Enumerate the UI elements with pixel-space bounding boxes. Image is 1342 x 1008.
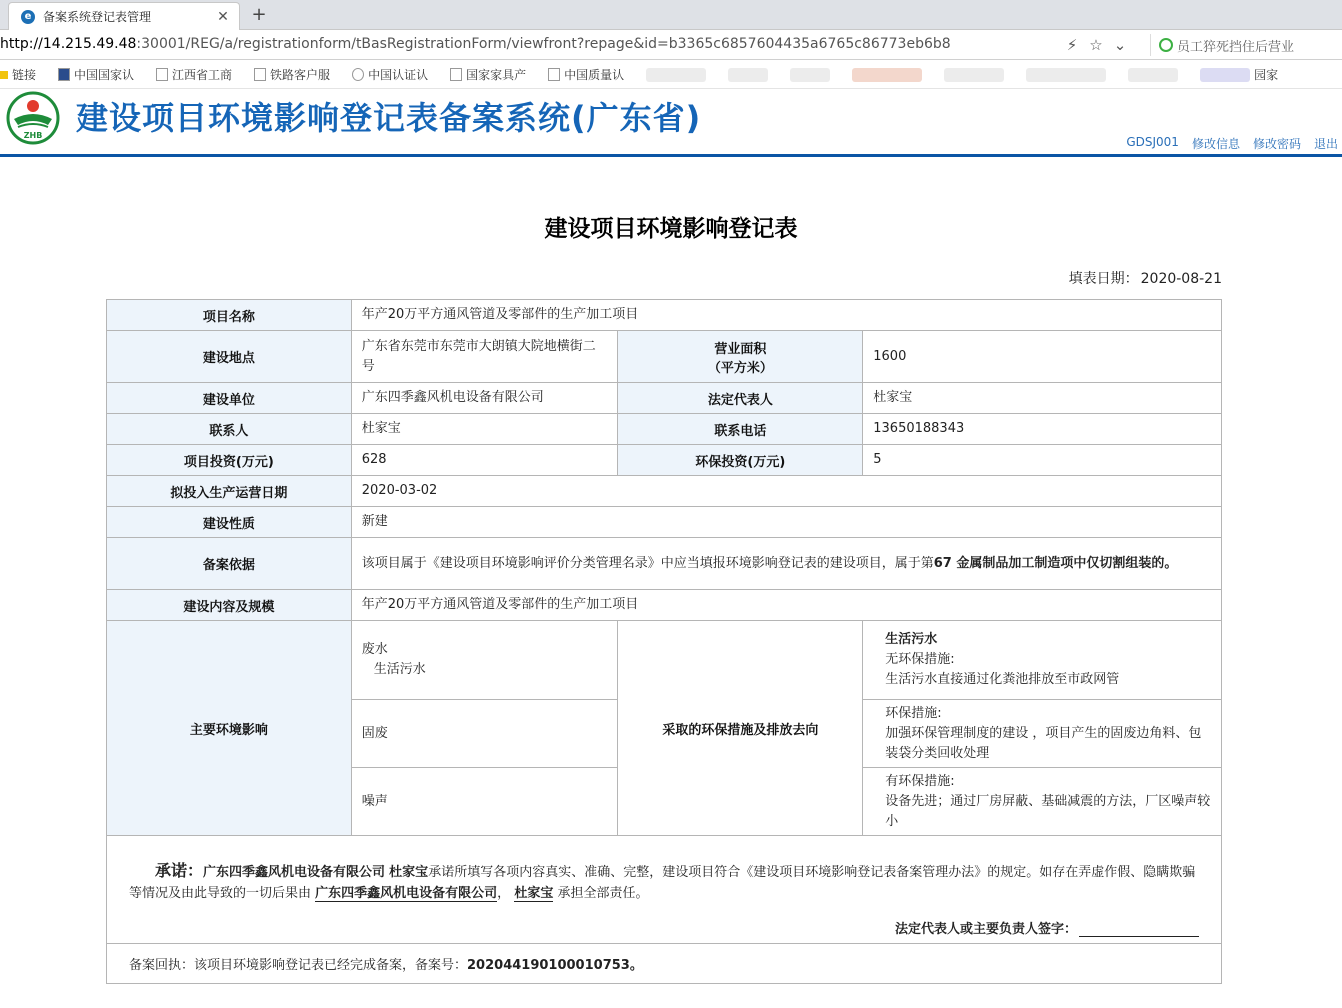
operation-date-label: 拟投入生产运营日期 bbox=[107, 476, 352, 507]
env-investment-value: 5 bbox=[863, 445, 1222, 476]
bookmark-label[interactable]: 园家 bbox=[1254, 68, 1279, 82]
table-row bbox=[107, 383, 1222, 414]
url-host: http://14.215.49.48 bbox=[0, 36, 137, 52]
bookmark-item[interactable] bbox=[156, 66, 232, 83]
edit-info-link[interactable]: 修改信息 bbox=[1191, 137, 1240, 151]
commitment-cell bbox=[107, 836, 1222, 944]
operation-date-value: 2020-03-02 bbox=[351, 476, 1221, 507]
lightning-icon[interactable]: ⚡ bbox=[1066, 36, 1078, 54]
change-password-link[interactable]: 修改密码 bbox=[1252, 137, 1301, 151]
commitment-text bbox=[129, 860, 1199, 904]
commitment-person: 杜家宝 bbox=[389, 865, 429, 880]
table-row bbox=[107, 590, 1222, 621]
table-row bbox=[107, 621, 1222, 700]
content-value: 年产20万平方通风管道及零部件的生产加工项目 bbox=[351, 590, 1221, 621]
measure-detail: 生活污水直接通过化粪池排放至市政网管 bbox=[885, 672, 1120, 687]
search-engine-icon bbox=[1159, 38, 1173, 52]
location-value: 广东省东莞市东莞市大朗镇大院地横街二号 bbox=[351, 331, 618, 383]
legal-rep-label: 法定代表人 bbox=[618, 383, 863, 414]
commitment-lead: 承诺： bbox=[155, 861, 204, 880]
bookmark-label: 铁路客户服 bbox=[270, 68, 331, 82]
bookmark-label: 中国认证认 bbox=[368, 68, 429, 82]
new-tab-icon[interactable]: + bbox=[251, 4, 267, 25]
commitment-person-underlined: 杜家宝 bbox=[514, 886, 554, 901]
table-row bbox=[107, 507, 1222, 538]
basis-label: 备案依据 bbox=[107, 538, 352, 590]
legal-rep-value: 杜家宝 bbox=[863, 383, 1222, 414]
blurred-bookmark bbox=[728, 68, 768, 82]
measure-type: 环保措施: bbox=[885, 705, 942, 721]
contact-value: 杜家宝 bbox=[351, 414, 618, 445]
fill-date-label: 填表日期： bbox=[1068, 271, 1139, 287]
wastewater-sub: 生活污水 bbox=[373, 662, 426, 677]
measure-type: 无环保措施: bbox=[885, 652, 955, 667]
bookmark-label: 链接 bbox=[12, 68, 37, 82]
project-name-value: 年产20万平方通风管道及零部件的生产加工项目 bbox=[351, 300, 1221, 331]
page-icon bbox=[450, 68, 462, 81]
blurred-bookmark bbox=[944, 68, 1004, 82]
close-icon[interactable]: ✕ bbox=[217, 8, 229, 25]
signature-label: 法定代表人或主要负责人签字： bbox=[894, 922, 1077, 937]
impact-noise: 噪声 bbox=[351, 768, 618, 836]
fill-date bbox=[1067, 268, 1222, 288]
basis-text: 该项目属于《建设项目环境影响评价分类管理名录》中应当填报环境影响登记表的建设项目，属于第 bbox=[361, 555, 934, 571]
bookmark-item[interactable] bbox=[450, 66, 526, 83]
measure-solid-waste bbox=[863, 700, 1222, 768]
impact-wastewater bbox=[351, 621, 618, 700]
project-name-label: 项目名称 bbox=[107, 300, 352, 331]
blurred-bookmark bbox=[790, 68, 830, 82]
bookmark-item[interactable] bbox=[58, 66, 134, 83]
location-label: 建设地点 bbox=[107, 331, 352, 383]
bookmarks-bar bbox=[0, 61, 1342, 89]
registration-table bbox=[106, 299, 1222, 984]
form-title: 建设项目环境影响登记表 bbox=[544, 216, 798, 242]
bookmark-item[interactable] bbox=[548, 66, 624, 83]
measure-type: 有环保措施: bbox=[885, 773, 955, 789]
table-row bbox=[107, 445, 1222, 476]
page-icon bbox=[156, 68, 168, 81]
bookmark-label: 中国国家认 bbox=[74, 68, 135, 82]
svg-text:ZHB: ZHB bbox=[23, 131, 43, 140]
chevron-down-icon[interactable]: ⌄ bbox=[1113, 36, 1127, 54]
search-box[interactable] bbox=[1150, 34, 1342, 56]
url-field[interactable] bbox=[0, 36, 951, 52]
commitment-company: 广东四季鑫风机电设备有限公司 bbox=[203, 865, 386, 880]
browser-tab[interactable] bbox=[8, 2, 240, 30]
user-id-link[interactable]: GDSJ001 bbox=[1126, 135, 1179, 149]
measure-wastewater bbox=[863, 621, 1222, 700]
bookmark-links[interactable] bbox=[0, 66, 36, 83]
signature-area bbox=[129, 918, 1199, 937]
zhb-logo bbox=[4, 91, 62, 145]
bookmark-label: 国家家具产 bbox=[466, 68, 527, 82]
measures-label: 采取的环保措施及排放去向 bbox=[618, 621, 863, 836]
site-title: 建设项目环境影响登记表备案系统(广东省) bbox=[76, 99, 702, 137]
impact-solid-waste: 固废 bbox=[351, 700, 618, 768]
commitment-body: 承诺所填写各项内容真实、准确、完整，建设项目符合《建设项目环境影响登记表备案管理办法》的规定。如存在弄虚作假、隐瞒欺骗等情况及由此导致的一切后果由 bbox=[129, 865, 1196, 901]
page-icon bbox=[548, 68, 560, 81]
area-label-line2: （平方米） bbox=[707, 360, 773, 376]
blurred-bookmark bbox=[1200, 68, 1250, 82]
table-row bbox=[107, 331, 1222, 383]
wastewater-label: 废水 bbox=[361, 642, 388, 657]
commitment-company-underlined: 广东四季鑫风机电设备有限公司 bbox=[315, 886, 498, 901]
measure-detail: 加强环保管理制度的建设 ，项目产生的固废边角料、包装袋分类回收处理 bbox=[885, 725, 1202, 761]
blurred-bookmark bbox=[1128, 68, 1178, 82]
signature-line bbox=[1079, 923, 1199, 937]
ie-icon: e bbox=[21, 10, 35, 24]
commitment-separator: ， bbox=[497, 886, 511, 901]
fill-date-value: 2020-08-21 bbox=[1140, 271, 1222, 287]
area-label-line1: 营业面积 bbox=[714, 341, 767, 357]
bookmark-item[interactable] bbox=[254, 66, 330, 83]
area-label bbox=[618, 331, 863, 383]
address-bar[interactable] bbox=[0, 30, 1342, 60]
bookmark-label: 江西省工商 bbox=[172, 68, 233, 82]
contact-label: 联系人 bbox=[107, 414, 352, 445]
unit-value: 广东四季鑫风机电设备有限公司 bbox=[351, 383, 618, 414]
investment-label: 项目投资(万元) bbox=[107, 445, 352, 476]
page-icon bbox=[254, 68, 266, 81]
phone-label: 联系电话 bbox=[618, 414, 863, 445]
basis-category: 67 金属制品加工制造项中仅切割组装的。 bbox=[933, 555, 1178, 571]
table-row bbox=[107, 476, 1222, 507]
url-path: :30001/REG/a/registrationform/tBasRegistrationForm/viewfront?repage&id=b3365c6857604435a6765c86773eb6b8 bbox=[136, 36, 951, 52]
measure-detail: 设备先进；通过厂房屏蔽、基础减震的方法，厂区噪声较小 bbox=[885, 793, 1211, 829]
impact-label: 主要环境影响 bbox=[107, 621, 352, 836]
nature-label: 建设性质 bbox=[107, 507, 352, 538]
area-value: 1600 bbox=[863, 331, 1222, 383]
site-header bbox=[0, 89, 1342, 157]
logout-link[interactable]: 退出 bbox=[1313, 137, 1338, 151]
star-icon bbox=[0, 71, 8, 79]
star-icon[interactable]: ☆ bbox=[1089, 36, 1103, 54]
content-label: 建设内容及规模 bbox=[107, 590, 352, 621]
basis-value bbox=[351, 538, 1221, 590]
receipt-text: 备案回执：该项目环境影响登记表已经完成备案，备案号： bbox=[129, 958, 468, 973]
search-text: 员工猝死挡住后营业 bbox=[1177, 39, 1295, 55]
investment-value: 628 bbox=[351, 445, 618, 476]
browser-tab-bar bbox=[0, 0, 1342, 30]
measure-noise bbox=[863, 768, 1222, 836]
table-row bbox=[107, 300, 1222, 331]
commitment-end: 承担全部责任。 bbox=[557, 886, 649, 901]
unit-label: 建设单位 bbox=[107, 383, 352, 414]
bookmark-label: 中国质量认 bbox=[564, 68, 625, 82]
receipt-row bbox=[107, 944, 1222, 984]
commitment-row bbox=[107, 836, 1222, 944]
phone-value: 13650188343 bbox=[863, 414, 1222, 445]
blurred-bookmark bbox=[852, 68, 922, 82]
receipt-number: 202044190100010753。 bbox=[467, 958, 643, 973]
bookmark-item[interactable] bbox=[352, 66, 428, 83]
table-row bbox=[107, 538, 1222, 590]
table-row bbox=[107, 414, 1222, 445]
blurred-bookmark bbox=[646, 68, 706, 82]
blurred-bookmark bbox=[1026, 68, 1106, 82]
env-investment-label: 环保投资(万元) bbox=[618, 445, 863, 476]
site-icon bbox=[352, 68, 364, 81]
receipt-cell bbox=[107, 944, 1222, 984]
top-links bbox=[1113, 135, 1338, 152]
nature-value: 新建 bbox=[351, 507, 1221, 538]
site-icon bbox=[58, 68, 70, 81]
measure-title: 生活污水 bbox=[885, 632, 938, 647]
tab-title: 备案系统登记表管理 bbox=[43, 10, 152, 24]
